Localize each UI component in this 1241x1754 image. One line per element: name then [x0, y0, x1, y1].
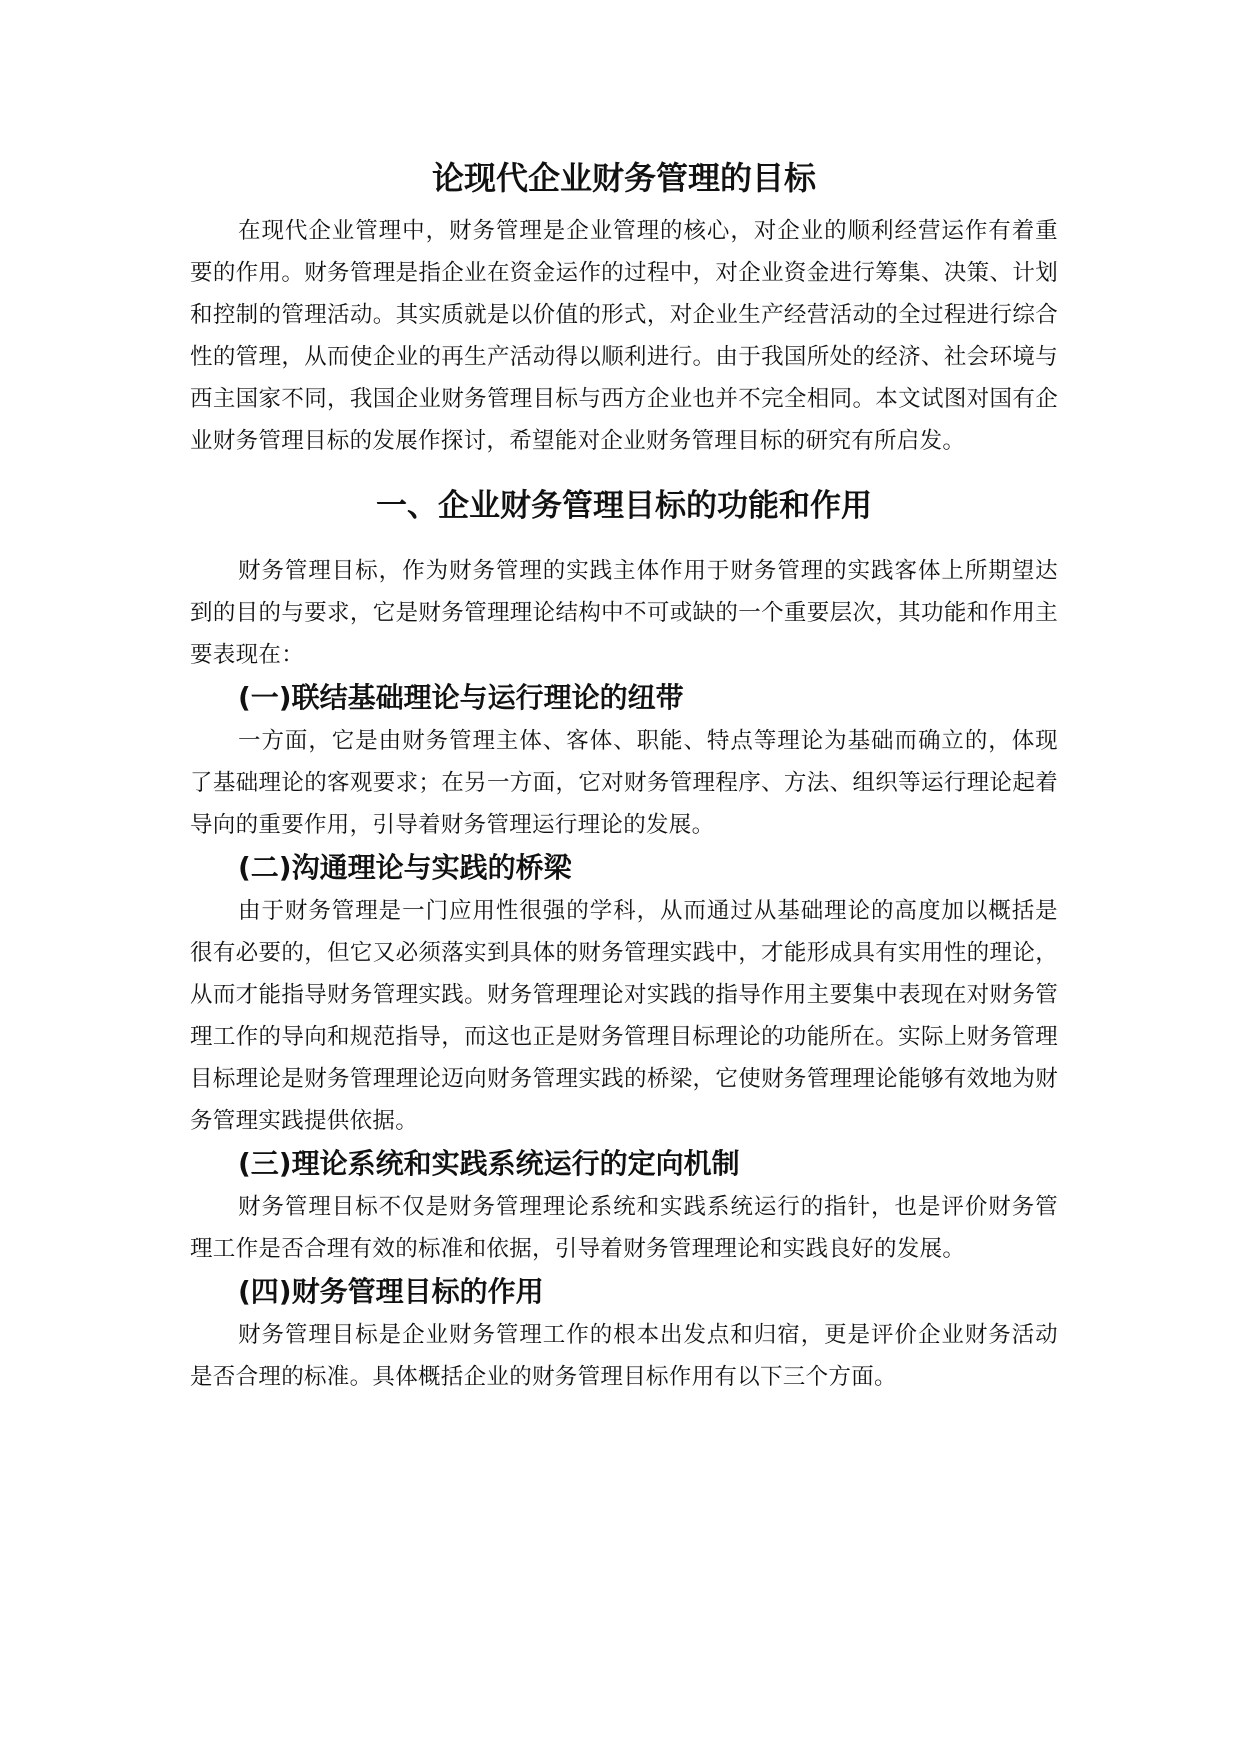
subsection-body-3: 财务管理目标不仅是财务管理理论系统和实践系统运行的指针，也是评价财务管理工作是否合理有效的标准和依据，引导着财务管理理论和实践良好的发展。 — [190, 1194, 1058, 1262]
section-intro-paragraph: 财务管理目标，作为财务管理的实践主体作用于财务管理的实践客体上所期望达到的目的与要求，它是财务管理理论结构中不可或缺的一个重要层次，其功能和作用主要表现在： — [190, 558, 1058, 668]
subsection-body-2: 由于财务管理是一门应用性很强的学科，从而通过从基础理论的高度加以概括是很有必要的，但它又必须落实到具体的财务管理实践中，才能形成具有实用性的理论，从而才能指导财务管理实践。财务管理理论对实践的指导作用主要集中表现在对财务管理工作的导向和规范指导，而这也正是财务管理目标理论的功能所在。实际上财务管理目标理论是财务管理理论迈向财务管理实践的桥梁，它使财务管理理论能够有效地为财务管理实践提供依据。 — [190, 898, 1058, 1134]
subsection-heading-4: (四)财务管理目标的作用 — [238, 1275, 544, 1308]
subsection-body-1: 一方面，它是由财务管理主体、客体、职能、特点等理论为基础而确立的，体现了基础理论的客观要求；在另一方面，它对财务管理程序、方法、组织等运行理论起着导向的重要作用，引导着财务管理运行理论的发展。 — [190, 728, 1058, 838]
subsection-body-4: 财务管理目标是企业财务管理工作的根本出发点和归宿，更是评价企业财务活动是否合理的标准。具体概括企业的财务管理目标作用有以下三个方面。 — [190, 1322, 1058, 1390]
section-heading: 一、企业财务管理目标的功能和作用 — [376, 488, 872, 524]
document-content — [190, 150, 1058, 1398]
document-title: 论现代企业财务管理的目标 — [431, 159, 816, 197]
subsection-heading-3: (三)理论系统和实践系统运行的定向机制 — [238, 1147, 740, 1180]
subsection-heading-2: (二)沟通理论与实践的桥梁 — [238, 851, 572, 884]
intro-paragraph: 在现代企业管理中，财务管理是企业管理的核心，对企业的顺利经营运作有着重要的作用。财务管理是指企业在资金运作的过程中，对企业资金进行筹集、决策、计划和控制的管理活动。其实质就是以价值的形式，对企业生产经营活动的全过程进行综合性的管理，从而使企业的再生产活动得以顺利进行。由于我国所处的经济、社会环境与西主国家不同，我国企业财务管理目标与西方企业也并不完全相同。本文试图对国有企业财务管理目标的发展作探讨，希望能对企业财务管理目标的研究有所启发。 — [190, 218, 1058, 454]
subsection-heading-1: (一)联结基础理论与运行理论的纽带 — [238, 681, 684, 714]
